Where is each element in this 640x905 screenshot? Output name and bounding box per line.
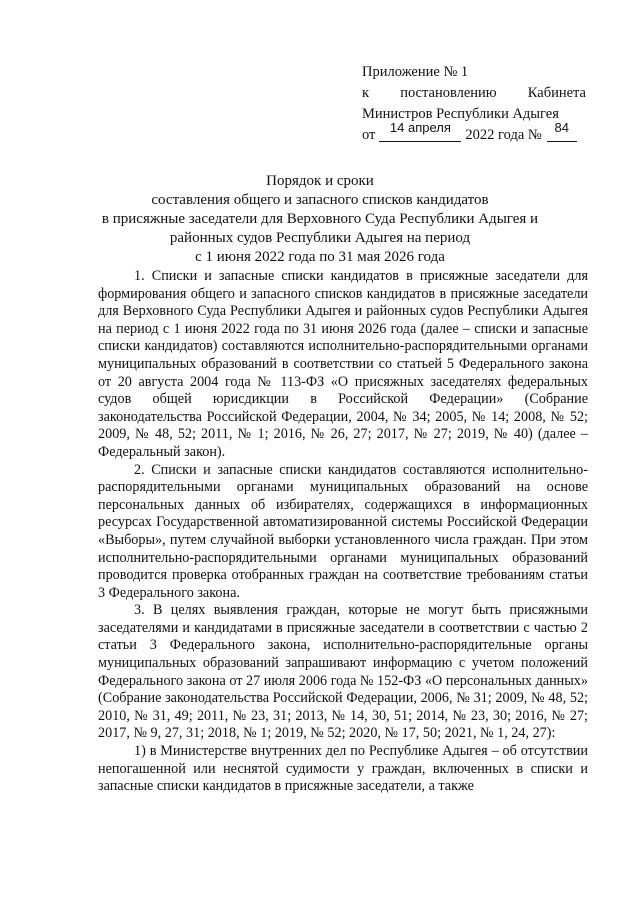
title-line-2: составления общего и запасного списков кандидатов [151,192,489,208]
appendix-word-resolution: постановлению [400,85,497,101]
title-line-5: с 1 июня 2022 года по 31 мая 2026 года [195,249,445,265]
paragraph-1: 1. Списки и запасные списки кандидатов в присяжные заседатели для формирования общего и запасного списков кандидатов в присяжные заседатели для Верховного Суда Республики Адыгея и районных судов Республики Адыгея на период с 1 июня 2022 года по 31 июня 2026 года (далее – списки и запасные списки кандидатов) составляются исполнительно-распорядительными органами муниципальных образований в соответствии со статьей 5 Федерального закона от 20 августа 2004 года № 113-ФЗ «О присяжных заседателях федеральных судов общей юрисдикции в Российской Федерации» (Собрание законодательства Российской Федерации, 2004, № 34; 2005, № 14; 2008, № 52; 2009, № 48, 52; 2011, № 1; 2016, № 26, 27; 2017, № 27; 2019, № 40) (далее – Федеральный закон). [98,268,588,460]
appendix-word-k: к [362,85,370,101]
title-line-3: в присяжные заседатели для Верховного Суда Республики Адыгея и [101,211,539,227]
appendix-line-2 [362,83,586,104]
appendix-line-1 [362,62,586,83]
appendix-ministers: Министров Республики Адыгея [362,106,559,122]
paragraph-3-item-1: 1) в Министерстве внутренних дел по Республике Адыгея – об отсутствии непогашенной или неснятой судимости у граждан, включенных в списки и запасные списки кандидатов в присяжные заседатели, а также [98,743,588,795]
number-field [547,120,577,142]
handwritten-date: 14 апреля [389,120,451,135]
appendix-header [362,62,586,146]
year-and-number-label: 2022 года № [465,127,542,143]
title-line-4: районных судов Республики Адыгея на период [169,230,471,246]
appendix-title: Приложение № 1 [362,64,469,80]
paragraph-2: 2. Списки и запасные списки кандидатов составляются исполнительно-распорядительными органами муниципальных образований на основе персональных данных об избирателях, содержащихся в информационных ресурсах Государственной автоматизированной системы Российской Федерации «Выборы», путем случайной выборки установленного числа граждан. При этом исполнительно-распорядительными органами муниципальных образований проводится проверка отобранных граждан на соответствие требованиям статьи 3 Федерального закона. [98,461,588,601]
date-field [379,120,461,142]
appendix-line-4 [362,120,586,146]
document-body [98,268,588,796]
title-line-1: Порядок и сроки [266,173,374,189]
document-title [100,172,540,267]
paragraph-3: 3. В целях выявления граждан, которые не могут быть присяжными заседателями и кандидатами в присяжные заседатели в соответствии с частью 2 статьи 3 Федерального закона, исполнительно-распорядительные органы муниципальных образований запрашивают информацию с учетом положений Федерального закона от 27 июля 2006 года № 152-ФЗ «О персональных данных» (Собрание законодательства Российской Федерации, 2006, № 31; 2009, № 48, 52; 2010, № 31, 49; 2011, № 23, 31; 2013, № 14, 30, 51; 2014, № 23, 30; 2016, № 27; 2017, № 9, 27, 31; 2018, № 1; 2019, № 52; 2020, № 17, 50; 2021, № 1, 24, 27): [98,602,588,742]
handwritten-number: 84 [554,120,569,135]
date-prefix: от [362,127,376,143]
appendix-word-cabinet: Кабинета [527,85,586,101]
